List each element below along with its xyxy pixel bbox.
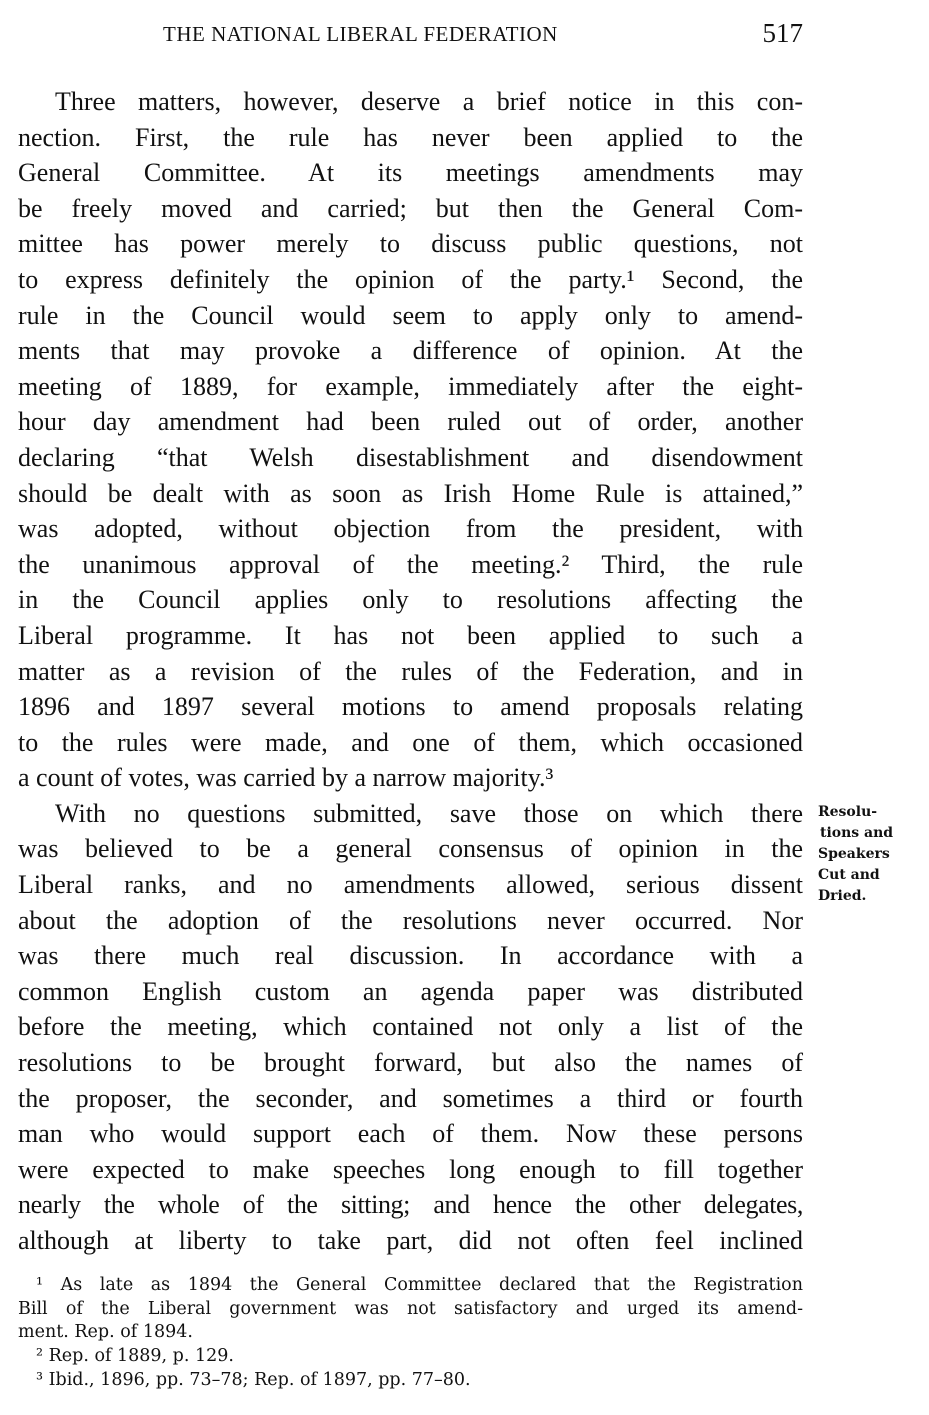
text-line: 1896 and 1897 several motions to amend proposals relating [18, 692, 803, 722]
text-line: the unanimous approval of the meeting.² Third, the rule [18, 549, 803, 579]
text-line: ments that may provoke a difference of opinion. At the [18, 336, 803, 366]
text-line: nearly the whole of the sitting; and hence the other delegates, [18, 1190, 803, 1220]
text-line: although at liberty to take part, did not often feel inclined [18, 1226, 803, 1255]
text-line: Three matters, however, deserve a brief notice in this con- [55, 87, 803, 116]
footnotes [18, 1274, 803, 1392]
text-line: to express definitely the opinion of the party.¹ Second, the [18, 264, 803, 294]
text-line: hour day amendment had been ruled out of order, another [18, 407, 803, 437]
text-line: should be dealt with as soon as Irish Home Rule is attained,” [18, 478, 803, 508]
body-text [18, 84, 803, 1259]
text-line: a count of votes, was carried by a narrow majority.³ [18, 763, 554, 793]
text-line: matter as a revision of the rules of the Federation, and in [18, 656, 803, 686]
footnote-line: Bill of the Liberal government was not satisfactory and urged its amend- [18, 1298, 803, 1319]
margin-note-line: Speakers [818, 846, 890, 862]
text-line: was adopted, without objection from the president, with [18, 514, 803, 544]
text-line: before the meeting, which contained not only a list of the [18, 1012, 803, 1042]
text-line: rule in the Council would seem to apply only to amend- [18, 300, 803, 330]
text-line: With no questions submitted, save those on which there [55, 798, 803, 828]
text-line: was there much real discussion. In accordance with a [18, 941, 803, 971]
margin-note-line: Resolu- [818, 804, 878, 820]
text-line: man who would support each of them. Now these persons [18, 1119, 803, 1149]
page-number: 517 [762, 18, 803, 48]
text-line: mittee has power merely to discuss public questions, not [18, 229, 803, 259]
text-line: Liberal ranks, and no amendments allowed, serious dissent [18, 870, 803, 900]
text-line: General Committee. At its meetings amendments may [18, 158, 803, 188]
running-head [18, 18, 803, 52]
text-line: be freely moved and carried; but then the General Com- [18, 193, 803, 223]
text-line: the proposer, the seconder, and sometimes a third or fourth [18, 1083, 803, 1113]
text-line: about the adoption of the resolutions never occurred. Nor [18, 905, 803, 935]
text-line: in the Council applies only to resolutions affecting the [18, 585, 803, 615]
margin-note-line: Dried. [818, 888, 867, 904]
text-line: resolutions to be brought forward, but also the names of [18, 1048, 803, 1078]
text-line: meeting of 1889, for example, immediately after the eight- [18, 371, 803, 401]
text-line: common English custom an agenda paper was distributed [18, 976, 803, 1006]
running-title: THE NATIONAL LIBERAL FEDERATION [163, 22, 558, 46]
footnote-line: ² Rep. of 1889, p. 129. [36, 1346, 234, 1367]
text-line: was believed to be a general consensus of opinion in the [18, 834, 803, 864]
text-line: nection. First, the rule has never been applied to the [18, 122, 803, 152]
margin-note-line: tions and [820, 825, 894, 841]
footnote-line: ¹ As late as 1894 the General Committee declared that the Registration [36, 1275, 803, 1295]
margin-note-line: Cut and [818, 867, 880, 883]
text-line: declaring “that Welsh disestablishment and disendowment [18, 442, 803, 472]
text-line: Liberal programme. It has not been applied to such a [18, 620, 803, 650]
footnote-line: ment. Rep. of 1894. [18, 1322, 193, 1343]
footnote-line: ³ Ibid., 1896, pp. 73–78; Rep. of 1897, pp. 77–80. [36, 1369, 471, 1390]
text-line: to the rules were made, and one of them, which occasioned [18, 727, 803, 757]
margin-note [818, 802, 928, 907]
text-line: were expected to make speeches long enough to fill together [18, 1154, 803, 1184]
